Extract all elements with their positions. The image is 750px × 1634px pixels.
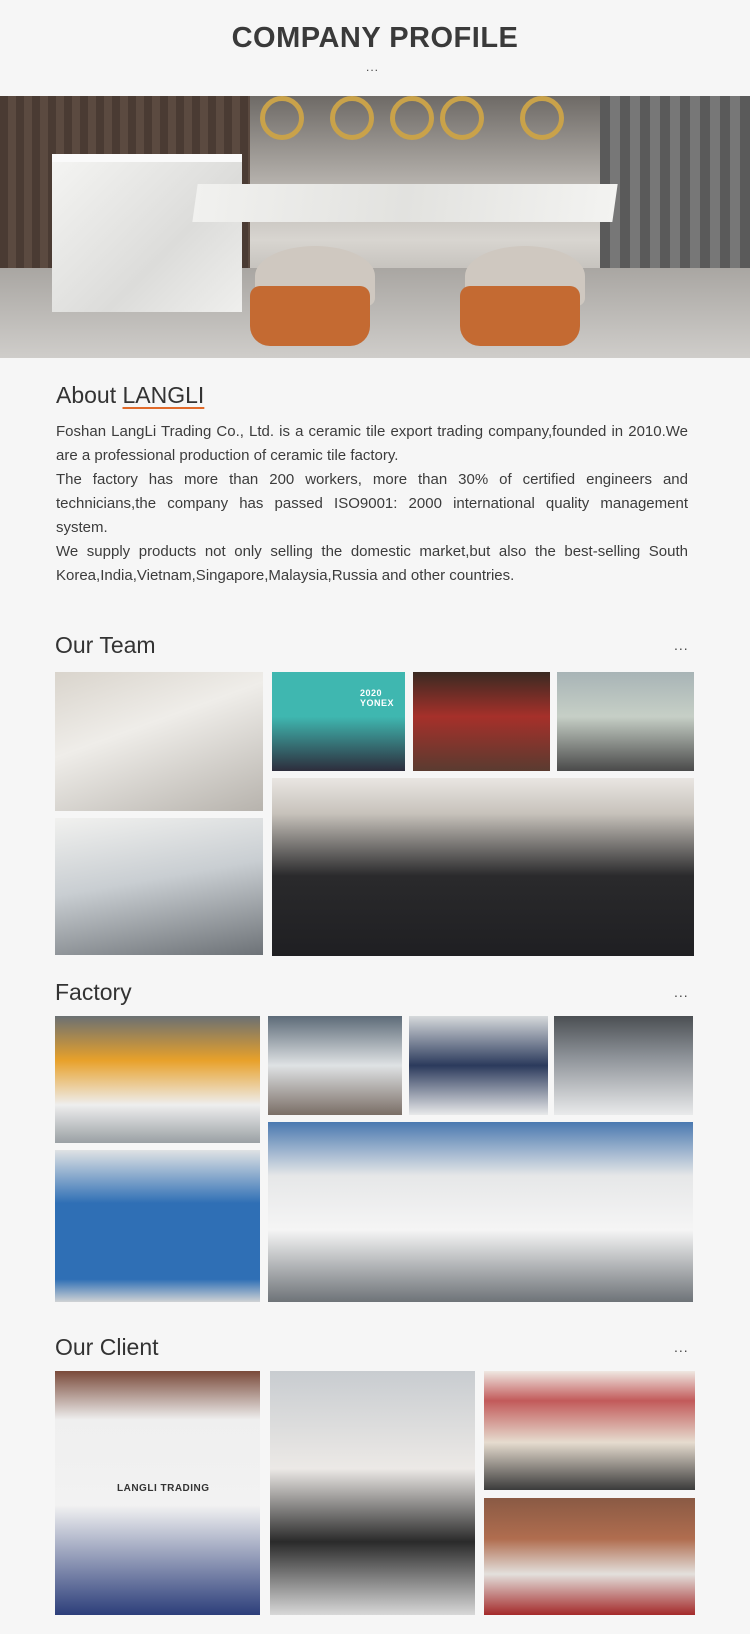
client-section-title: Our Client [55, 1334, 159, 1360]
hero-ring-light [390, 96, 434, 140]
page-header [0, 0, 750, 96]
client-photo-sign-text: LANGLI TRADING [117, 1483, 210, 1494]
about-paragraph: Foshan LangLi Trading Co., Ltd. is a ceramic tile export trading company,founded in 2010.We are a professional production of ceramic tile factory. [56, 423, 688, 464]
hero-ring-light [330, 96, 374, 140]
client-more-icon[interactable]: ... [674, 1339, 689, 1355]
about-heading-brand: LANGLI [122, 382, 205, 408]
about-paragraph: The factory has more than 200 workers, more than 30% of certified engineers and technicians,the company has passed ISO9001: 2000 international quality management system. [56, 471, 688, 536]
about-heading [56, 382, 204, 409]
title-ellipsis: ... [366, 60, 380, 74]
hero-marble-table [192, 184, 617, 222]
hero-marble-island [52, 154, 242, 312]
client-photo-meeting [484, 1371, 695, 1490]
team-photo-group-indoor [413, 672, 550, 771]
team-section-title: Our Team [55, 632, 156, 658]
factory-section-title: Factory [55, 979, 132, 1005]
hero-ring-light [440, 96, 484, 140]
about-heading-prefix: About [56, 382, 123, 408]
factory-photo-tile-line [268, 1016, 402, 1115]
factory-more-icon[interactable]: ... [674, 984, 689, 1000]
factory-photo-lifting-machine [55, 1016, 260, 1143]
about-body [56, 420, 688, 588]
team-photo-group-outdoor [557, 672, 694, 771]
hero-ring-light [260, 96, 304, 140]
team-photo-banner-text: 2020 YONEX [360, 688, 395, 708]
factory-photo-inspection [409, 1016, 548, 1115]
hero-chair-seat [460, 286, 580, 346]
team-photo-office [55, 818, 263, 955]
factory-photo-kiln [55, 1150, 260, 1302]
about-paragraph: We supply products not only selling the domestic market,but also the best-selling South Korea,India,Vietnam,Singapore,Malaysia,Russia and other countries. [56, 543, 688, 584]
hero-dining-room-image [0, 96, 750, 358]
team-photo-annual-party [272, 778, 694, 956]
hero-ring-light [520, 96, 564, 140]
team-photo-event [272, 672, 405, 771]
client-photo-group [484, 1498, 695, 1615]
page-title: COMPANY PROFILE [231, 22, 519, 54]
team-more-icon[interactable]: ... [674, 637, 689, 653]
hero-chair-seat [250, 286, 370, 346]
client-photo-visitor [270, 1371, 475, 1615]
factory-photo-production-line [268, 1122, 693, 1302]
client-photo-showroom-group [55, 1371, 260, 1615]
factory-photo-warehouse [554, 1016, 693, 1115]
team-photo-meeting [55, 672, 263, 811]
